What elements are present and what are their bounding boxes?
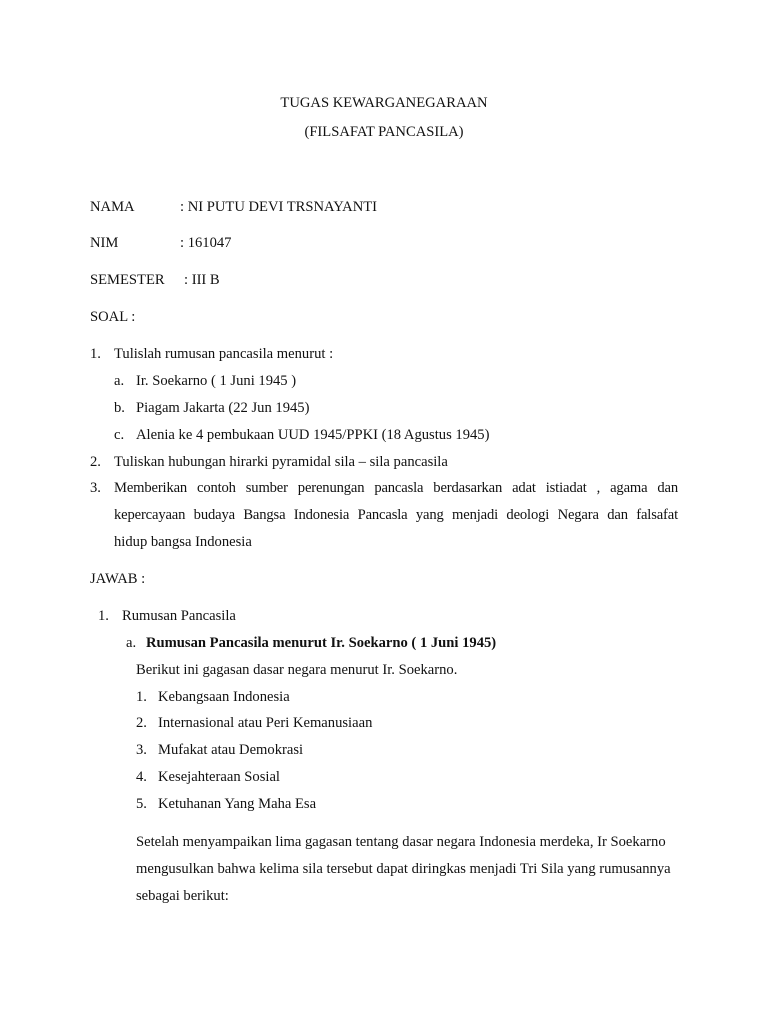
list-item-4-number: 4. xyxy=(136,769,147,785)
document-subtitle: (FILSAFAT PANCASILA) xyxy=(304,124,464,140)
semester-value: : III B xyxy=(184,272,220,288)
list-item-2-text: Internasional atau Peri Kemanusiaan xyxy=(158,715,373,731)
paragraph-line-2: mengusulkan bahwa kelima sila tersebut dapat diringkas menjadi Tri Sila yang rumusannya xyxy=(136,861,671,877)
nama-value: : NI PUTU DEVI TRSNAYANTI xyxy=(180,199,378,215)
list-item-1-number: 1. xyxy=(136,689,147,705)
nim-label: NIM xyxy=(90,235,119,251)
answer-1-number: 1. xyxy=(98,608,109,624)
list-item-2-number: 2. xyxy=(136,715,147,731)
nim-value: : 161047 xyxy=(180,235,232,251)
answer-1a-heading: Rumusan Pancasila menurut Ir. Soekarno ( 1 Juni 1945) xyxy=(146,635,497,651)
list-item-3-number: 3. xyxy=(136,742,147,758)
paragraph-line-3: sebagai berikut: xyxy=(136,888,229,904)
soal-label: SOAL : xyxy=(90,309,136,325)
q1-item-b-text: Piagam Jakarta (22 Jun 1945) xyxy=(136,400,310,416)
q2-text: Tuliskan hubungan hirarki pyramidal sila – sila pancasila xyxy=(114,454,448,470)
q1-item-c-mark: c. xyxy=(114,427,125,443)
answer-1a-mark: a. xyxy=(126,635,137,651)
q1-item-a-text: Ir. Soekarno ( 1 Juni 1945 ) xyxy=(136,373,297,389)
q3-number: 3. xyxy=(90,480,101,496)
q1-number: 1. xyxy=(90,346,101,362)
q1-text: Tulislah rumusan pancasila menurut : xyxy=(114,346,334,362)
answer-1-title: Rumusan Pancasila xyxy=(122,608,236,624)
q3-text-line-3: hidup bangsa Indonesia xyxy=(114,534,252,550)
list-item-5-number: 5. xyxy=(136,796,147,812)
paragraph-line-1: Setelah menyampaikan lima gagasan tentang dasar negara Indonesia merdeka, Ir Soekarno xyxy=(136,834,666,850)
q1-item-b-mark: b. xyxy=(114,400,125,416)
list-item-5-text: Ketuhanan Yang Maha Esa xyxy=(158,796,317,812)
q3-text-line-1: Memberikan contoh sumber perenungan pancasla berdasarkan adat istiadat , agama dan xyxy=(114,480,678,496)
q1-item-c-text: Alenia ke 4 pembukaan UUD 1945/PPKI (18 Agustus 1945) xyxy=(136,427,490,443)
nama-label: NAMA xyxy=(90,199,135,215)
list-item-3-text: Mufakat atau Demokrasi xyxy=(158,742,304,758)
document-title: TUGAS KEWARGANEGARAAN xyxy=(280,95,488,111)
semester-label: SEMESTER xyxy=(90,272,165,288)
list-item-4-text: Kesejahteraan Sosial xyxy=(158,769,280,785)
list-item-1-text: Kebangsaan Indonesia xyxy=(158,689,290,705)
answer-intro: Berikut ini gagasan dasar negara menurut Ir. Soekarno. xyxy=(136,662,458,678)
q1-item-a-mark: a. xyxy=(114,373,125,389)
q2-number: 2. xyxy=(90,454,101,470)
jawab-label: JAWAB : xyxy=(90,571,146,587)
q3-text-line-2: kepercayaan budaya Bangsa Indonesia Pancasla yang menjadi deologi Negara dan falsafat xyxy=(114,507,678,523)
